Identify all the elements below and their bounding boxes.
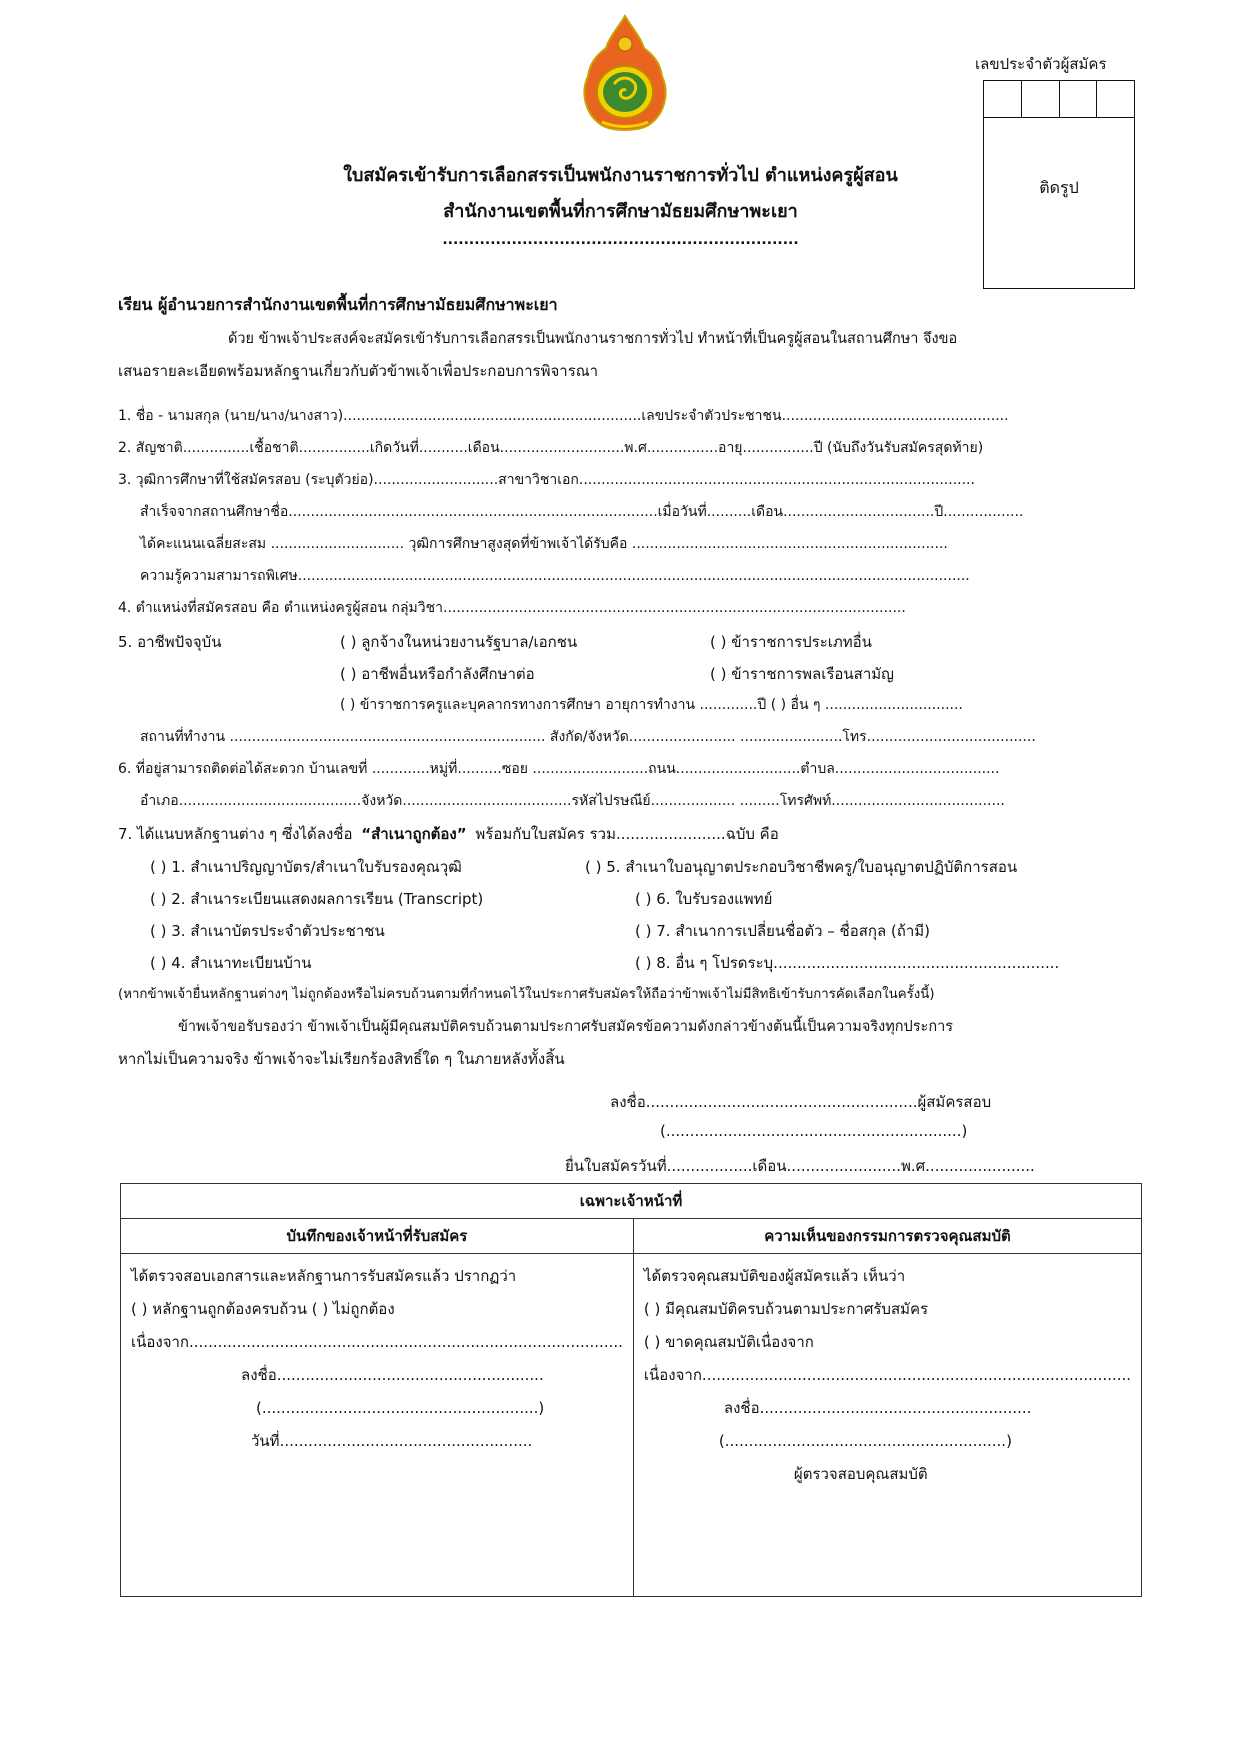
committee-line: ได้ตรวจคุณสมบัติของผู้สมัครแล้ว เห็นว่า (643, 1267, 906, 1285)
occupation-option[interactable]: ( ) ลูกจ้างในหน่วยงานรัฐบาล/เอกชน (340, 633, 578, 651)
applicant-name[interactable]: (..............................................................) (660, 1122, 968, 1140)
form-subtitle: สำนักงานเขตพื้นที่การศึกษามัธยมศึกษาพะเยา (443, 201, 798, 222)
field-special-skills[interactable]: ความรู้ความสามารถพิเศษ....................................................................................................................................................... (140, 568, 970, 584)
form-title-dotline: ................................................................... (442, 232, 799, 248)
document-checkbox[interactable]: ( ) 6. ใบรับรองแพทย์ (635, 890, 773, 908)
document-checkbox[interactable]: ( ) 7. สำเนาการเปลี่ยนชื่อตัว – ชื่อสกุล (ถ้ามี) (635, 922, 931, 940)
field-address-cont[interactable]: อำเภอ.........................................จังหวัด......................................รหัสไปรษณีย์................... .........โทรศัพท์....................................... (140, 793, 1005, 809)
field-name[interactable]: 1. ชื่อ - นามสกุล (นาย/นาง/นางสาว)...................................................................เลขประจำตัวประชาชน................................................... (118, 408, 1009, 424)
occupation-label: 5. อาชีพปัจจุบัน (118, 633, 222, 651)
intro-paragraph: ด้วย ข้าพเจ้าประสงค์จะสมัครเข้ารับการเลือกสรรเป็นพนักงานราชการทั่วไป ทำหน้าที่เป็นครูผู้สอนในสถานศึกษา จึงขอ (228, 331, 958, 347)
office-use-table (120, 1183, 1142, 1597)
staff-record-cell (121, 1254, 634, 1597)
note-text: (หากข้าพเจ้ายื่นหลักฐานต่างๆ ไม่ถูกต้องหรือไม่ครบถ้วนตามที่กำหนดไว้ในประกาศรับสมัครให้ถือว่าข้าพเจ้าไม่มีสิทธิเข้ารับการคัดเลือกในครั้งนี้) (118, 987, 935, 1002)
applicant-signature[interactable]: ลงชื่อ.........................................................ผู้สมัครสอบ (610, 1093, 992, 1111)
staff-record-title: บันทึกของเจ้าหน้าที่รับสมัคร (121, 1219, 634, 1254)
form-title: ใบสมัครเข้ารับการเลือกสรรเป็นพนักงานราชการทั่วไป ตำแหน่งครูผู้สอน (343, 165, 898, 186)
applicant-id-boxes (983, 80, 1135, 118)
emblem-logo (580, 14, 670, 134)
applicant-id-label: เลขประจำตัวผู้สมัคร (975, 55, 1107, 73)
certified-copy-label: “สำเนาถูกต้อง” (361, 825, 467, 843)
certification-text: ข้าพเจ้าขอรับรองว่า ข้าพเจ้าเป็นผู้มีคุณสมบัติครบถ้วนตามประกาศรับสมัครข้อความดังกล่าวข้างต้นนี้เป็นความจริงทุกประการ (178, 1019, 954, 1035)
document-checkbox[interactable]: ( ) 3. สำเนาบัตรประจำตัวประชาชน (150, 922, 385, 940)
occupation-option[interactable]: ( ) ข้าราชการครูและบุคลากรทางการศึกษา อายุการทำงาน .............ปี ( ) อื่น ๆ ............................... (340, 697, 963, 713)
document-checkbox[interactable]: ( ) 1. สำเนาปริญญาบัตร/สำเนาใบรับรองคุณวุฒิ (150, 858, 462, 876)
staff-record-reason[interactable]: เนื่องจาก........................................................................................... (131, 1333, 623, 1351)
document-checkbox[interactable]: ( ) 5. สำเนาใบอนุญาตประกอบวิชาชีพครู/ใบอนุญาตปฏิบัติการสอน (585, 858, 1018, 876)
attachments-intro (118, 822, 779, 846)
field-position[interactable]: 4. ตำแหน่งที่สมัครสอบ คือ ตำแหน่งครูผู้สอน กลุ่มวิชา........................................................................................................ (118, 600, 906, 616)
office-use-header: เฉพาะเจ้าหน้าที่ (121, 1184, 1142, 1219)
committee-reason[interactable]: เนื่องจาก.......................................................................................... (643, 1366, 1132, 1384)
id-digit-box[interactable] (1060, 81, 1098, 117)
occupation-option[interactable]: ( ) ข้าราชการประเภทอื่น (710, 633, 872, 651)
occupation-option[interactable]: ( ) ข้าราชการพลเรือนสามัญ (710, 665, 894, 683)
id-digit-box[interactable] (1097, 81, 1134, 117)
document-checkbox[interactable]: ( ) 8. อื่น ๆ โปรดระบุ............................................................ (635, 954, 1060, 972)
submission-date[interactable]: ยื่นใบสมัครวันที่..................เดือน........................พ.ศ....................... (565, 1157, 1035, 1175)
document-checkbox[interactable]: ( ) 4. สำเนาทะเบียนบ้าน (150, 954, 312, 972)
id-digit-box[interactable] (1022, 81, 1060, 117)
committee-opinion-cell (633, 1254, 1141, 1597)
staff-name[interactable]: (..........................................................) (256, 1399, 545, 1417)
attachments-count[interactable]: พร้อมกับใบสมัคร รวม.......................ฉบับ คือ (475, 825, 779, 843)
certification-text-cont: หากไม่เป็นความจริง ข้าพเจ้าจะไม่เรียกร้องสิทธิ์ใด ๆ ในภายหลังทั้งสิ้น (118, 1050, 565, 1068)
id-digit-box[interactable] (984, 81, 1022, 117)
committee-check[interactable]: ( ) มีคุณสมบัติครบถ้วนตามประกาศรับสมัคร (643, 1300, 929, 1318)
committee-check[interactable]: ( ) ขาดคุณสมบัติเนื่องจาก (643, 1333, 814, 1351)
committee-opinion-title: ความเห็นของกรรมการตรวจคุณสมบัติ (633, 1219, 1141, 1254)
intro-paragraph-cont: เสนอรายละเอียดพร้อมหลักฐานเกี่ยวกับตัวข้าพเจ้าเพื่อประกอบการพิจารณา (118, 362, 599, 380)
field-institution[interactable]: สำเร็จจากสถานศึกษาชื่อ...................................................................................เมื่อวันที่..........เดือน..................................ปี.................. (140, 504, 1024, 520)
committee-role: ผู้ตรวจสอบคุณสมบัติ (793, 1465, 928, 1483)
attachments-text: 7. ได้แนบหลักฐานต่าง ๆ ซึ่งได้ลงชื่อ (118, 825, 353, 843)
committee-signature[interactable]: ลงชื่อ......................................................... (723, 1399, 1032, 1417)
field-qualification[interactable]: 3. วุฒิการศึกษาที่ใช้สมัครสอบ (ระบุตัวย่อ)............................สาขาวิชาเอก......................................................................................... (118, 472, 975, 488)
staff-signature[interactable]: ลงชื่อ........................................................ (241, 1366, 544, 1384)
salutation: เรียน ผู้อำนวยการสำนักงานเขตพื้นที่การศึกษามัธยมศึกษาพะเยา (118, 295, 558, 314)
staff-record-line: ได้ตรวจสอบเอกสารและหลักฐานการรับสมัครแล้ว ปรากฏว่า (131, 1267, 517, 1285)
staff-date[interactable]: วันที่..................................................... (251, 1432, 533, 1450)
document-checkbox[interactable]: ( ) 2. สำเนาระเบียนแสดงผลการเรียน (Transcript) (150, 890, 484, 908)
field-address[interactable]: 6. ที่อยู่สามารถติดต่อได้สะดวก บ้านเลขที่ .............หมู่ที่..........ซอย ..........................ถนน............................ตำบล..................................... (118, 761, 1000, 777)
field-gpa[interactable]: ได้คะแนนเฉลี่ยสะสม .............................. วุฒิการศึกษาสูงสุดที่ข้าพเจ้าได้รับคือ ....................................................................... (140, 536, 948, 552)
staff-record-check[interactable]: ( ) หลักฐานถูกต้องครบถ้วน ( ) ไม่ถูกต้อง (131, 1300, 395, 1318)
field-nationality[interactable]: 2. สัญชาติ...............เชื้อชาติ................เกิดวันที่...........เดือน............................พ.ศ................อายุ................ปี (นับถึงวันรับสมัครสุดท้าย) (118, 440, 984, 456)
field-workplace[interactable]: สถานที่ทำงาน ....................................................................... สังกัด/จังหวัด........................ .......................โทร...................................... (140, 729, 1036, 745)
occupation-option[interactable]: ( ) อาชีพอื่นหรือกำลังศึกษาต่อ (340, 665, 535, 683)
photo-label: ติดรูป (1039, 178, 1079, 197)
committee-name[interactable]: (...........................................................) (718, 1432, 1012, 1450)
